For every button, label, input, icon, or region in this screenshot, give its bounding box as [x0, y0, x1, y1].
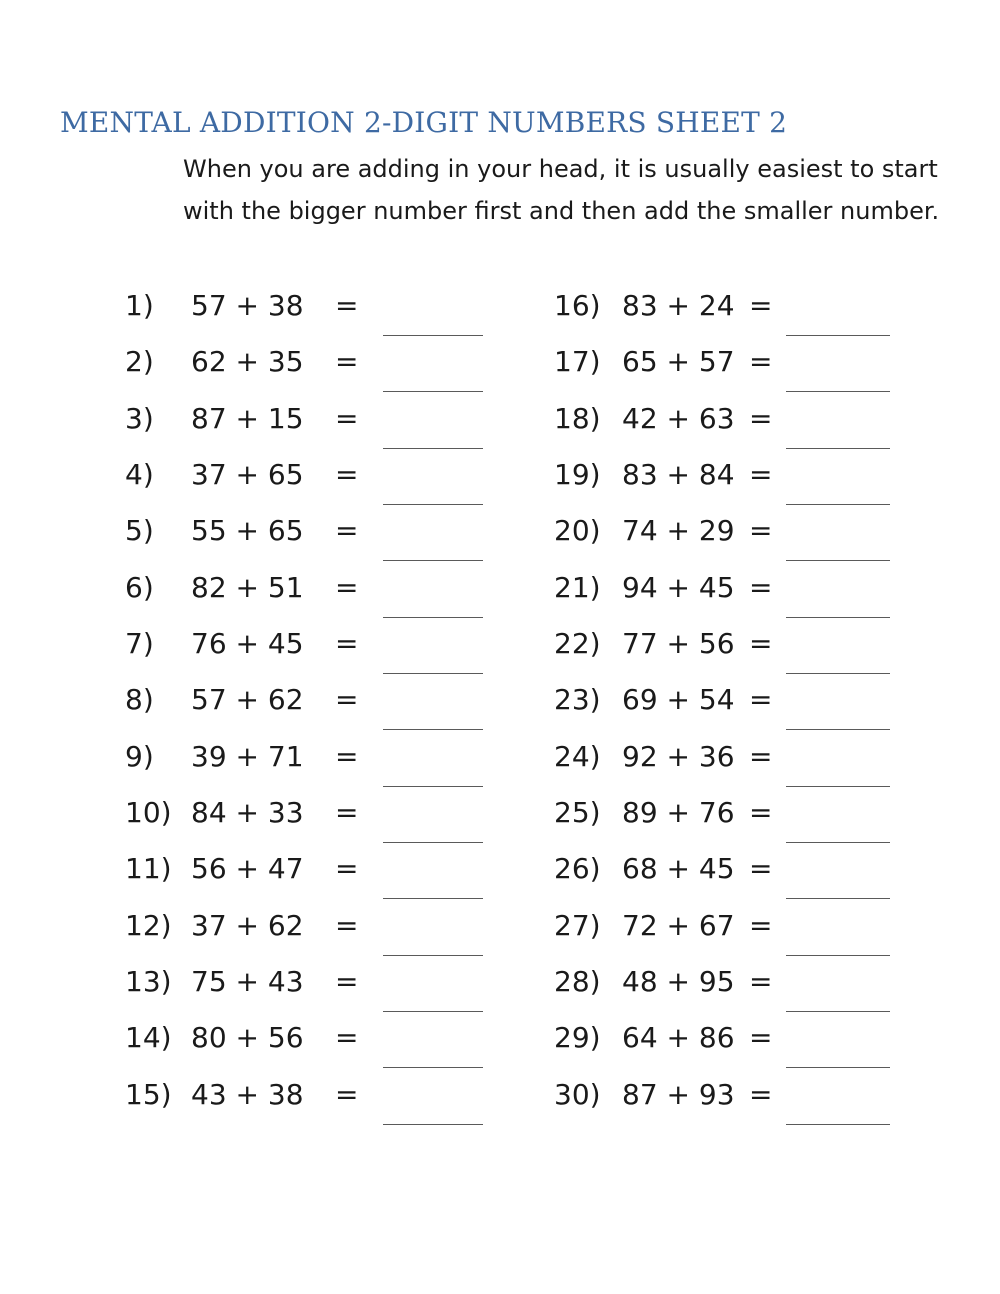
problem-expression: 37 + 62: [191, 908, 304, 942]
problem-number: 4): [125, 458, 154, 492]
problem-expression: 56 + 47: [191, 852, 304, 886]
problem-number: 28): [554, 965, 601, 999]
problem-number: 30): [554, 1077, 601, 1111]
problem-expression: 84 + 33: [191, 796, 304, 830]
problem-expression: 68 + 45: [622, 852, 735, 886]
problem-expression: 57 + 38: [191, 289, 304, 322]
problem-row: [125, 616, 505, 672]
equals-sign: =: [749, 458, 773, 492]
problem-expression: 55 + 65: [191, 514, 304, 548]
problem-number: 9): [125, 739, 154, 773]
problems-column-right: [554, 278, 934, 1123]
problem-row: [554, 785, 934, 841]
problem-row: [554, 1010, 934, 1066]
problem-number: 15): [125, 1077, 172, 1111]
problem-number: 6): [125, 570, 154, 604]
problem-number: 7): [125, 627, 154, 661]
problem-row: [125, 334, 505, 390]
answer-blank[interactable]: [383, 1124, 483, 1125]
problem-row: [554, 447, 934, 503]
problem-number: 23): [554, 683, 601, 717]
problem-number: 8): [125, 683, 154, 717]
equals-sign: =: [749, 908, 773, 942]
problem-number: 26): [554, 852, 601, 886]
equals-sign: =: [335, 627, 359, 661]
problem-row: [554, 391, 934, 447]
equals-sign: =: [335, 739, 359, 773]
problem-expression: 37 + 65: [191, 458, 304, 492]
problem-number: 22): [554, 627, 601, 661]
equals-sign: =: [335, 345, 359, 379]
problem-row: [554, 841, 934, 897]
problem-row: [554, 334, 934, 390]
problems-column-left: [125, 278, 505, 1123]
problem-row: [554, 954, 934, 1010]
equals-sign: =: [749, 401, 773, 435]
problem-expression: 77 + 56: [622, 627, 735, 661]
problem-expression: 72 + 67: [622, 908, 735, 942]
problem-expression: 57 + 62: [191, 683, 304, 717]
equals-sign: =: [749, 965, 773, 999]
problem-number: 2): [125, 345, 154, 379]
problem-expression: 65 + 57: [622, 345, 735, 379]
problem-expression: 80 + 56: [191, 1021, 304, 1055]
instructions-line-1: When you are adding in your head, it is usually easiest to start: [183, 155, 938, 183]
problem-number: 20): [554, 514, 601, 548]
problem-expression: 87 + 15: [191, 401, 304, 435]
equals-sign: =: [335, 1077, 359, 1111]
problem-row: [125, 729, 505, 785]
problem-row: [125, 954, 505, 1010]
problem-row: [554, 672, 934, 728]
problem-number: 13): [125, 965, 172, 999]
problem-number: 27): [554, 908, 601, 942]
problem-row: [125, 672, 505, 728]
problem-row: [125, 785, 505, 841]
equals-sign: =: [749, 852, 773, 886]
problem-expression: 83 + 84: [622, 458, 735, 492]
problem-expression: 64 + 86: [622, 1021, 735, 1055]
equals-sign: =: [335, 1021, 359, 1055]
problem-row: [554, 503, 934, 559]
problem-expression: 82 + 51: [191, 570, 304, 604]
problem-row: [125, 1010, 505, 1066]
equals-sign: =: [749, 796, 773, 830]
problem-expression: 75 + 43: [191, 965, 304, 999]
equals-sign: =: [749, 627, 773, 661]
equals-sign: =: [749, 739, 773, 773]
problem-expression: 92 + 36: [622, 739, 735, 773]
problem-row: [554, 560, 934, 616]
equals-sign: =: [335, 796, 359, 830]
problem-expression: 48 + 95: [622, 965, 735, 999]
equals-sign: =: [335, 852, 359, 886]
problem-row: [125, 1067, 505, 1123]
equals-sign: =: [749, 514, 773, 548]
problem-row: [125, 898, 505, 954]
problem-expression: 43 + 38: [191, 1077, 304, 1111]
problem-row: [554, 729, 934, 785]
problem-expression: 89 + 76: [622, 796, 735, 830]
problem-number: 29): [554, 1021, 601, 1055]
equals-sign: =: [749, 1077, 773, 1111]
page-title: MENTAL ADDITION 2-DIGIT NUMBERS SHEET 2: [60, 106, 788, 139]
equals-sign: =: [335, 458, 359, 492]
problem-expression: 83 + 24: [622, 289, 735, 322]
problem-row: [125, 391, 505, 447]
problem-row: [125, 560, 505, 616]
problem-number: 14): [125, 1021, 172, 1055]
problem-expression: 94 + 45: [622, 570, 735, 604]
equals-sign: =: [335, 401, 359, 435]
equals-sign: =: [749, 570, 773, 604]
problem-row: [554, 616, 934, 672]
problem-number: 24): [554, 739, 601, 773]
problem-number: 21): [554, 570, 601, 604]
problem-row: [554, 898, 934, 954]
equals-sign: =: [749, 289, 773, 322]
problem-row: [125, 841, 505, 897]
problem-number: 10): [125, 796, 172, 830]
equals-sign: =: [749, 683, 773, 717]
equals-sign: =: [335, 570, 359, 604]
problem-number: 1): [125, 289, 154, 322]
equals-sign: =: [749, 1021, 773, 1055]
equals-sign: =: [335, 908, 359, 942]
problem-expression: 62 + 35: [191, 345, 304, 379]
equals-sign: =: [335, 514, 359, 548]
problem-number: 5): [125, 514, 154, 548]
problem-row: [125, 447, 505, 503]
problem-number: 12): [125, 908, 172, 942]
problem-row: [125, 503, 505, 559]
problem-row: [125, 278, 505, 334]
problem-expression: 76 + 45: [191, 627, 304, 661]
problem-number: 19): [554, 458, 601, 492]
problem-expression: 39 + 71: [191, 739, 304, 773]
equals-sign: =: [335, 289, 359, 322]
equals-sign: =: [749, 345, 773, 379]
problem-row: [554, 278, 934, 334]
problem-number: 11): [125, 852, 172, 886]
equals-sign: =: [335, 683, 359, 717]
problem-expression: 42 + 63: [622, 401, 735, 435]
problem-number: 3): [125, 401, 154, 435]
instructions-line-2: with the bigger number first and then add the smaller number.: [183, 197, 940, 225]
problem-row: [554, 1067, 934, 1123]
problem-number: 16): [554, 289, 601, 322]
problem-number: 25): [554, 796, 601, 830]
problem-expression: 87 + 93: [622, 1077, 735, 1111]
instructions: [183, 148, 963, 232]
answer-blank[interactable]: [786, 1124, 890, 1125]
equals-sign: =: [335, 965, 359, 999]
problem-number: 18): [554, 401, 601, 435]
problem-expression: 69 + 54: [622, 683, 735, 717]
problem-number: 17): [554, 345, 601, 379]
problem-expression: 74 + 29: [622, 514, 735, 548]
